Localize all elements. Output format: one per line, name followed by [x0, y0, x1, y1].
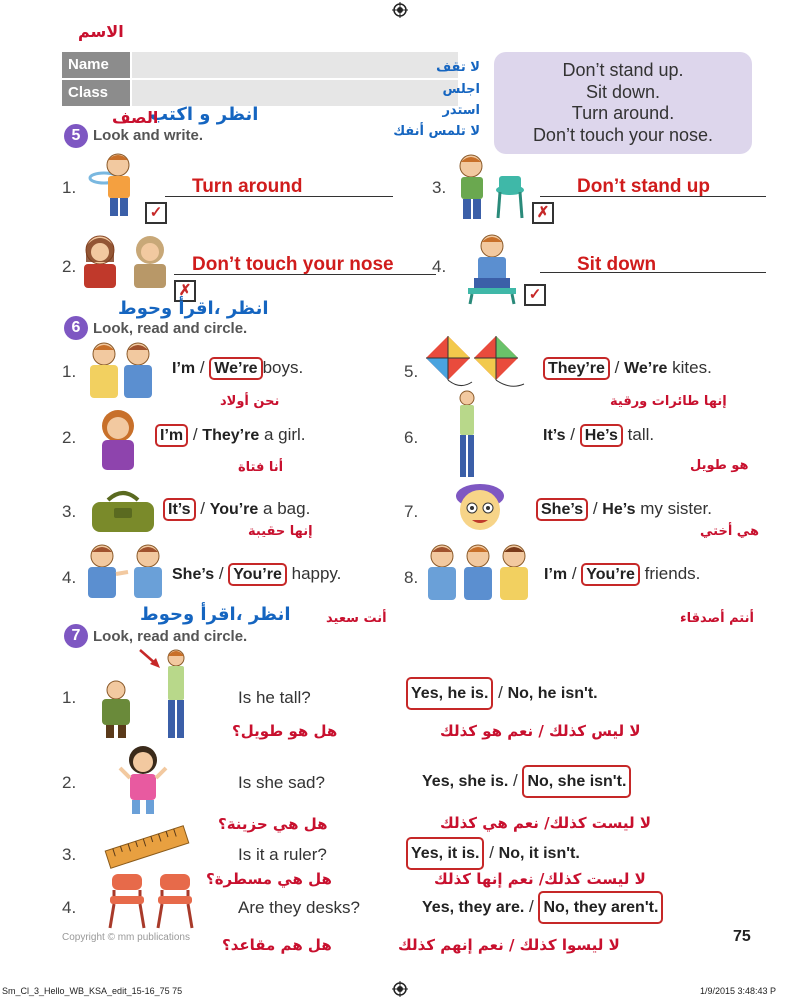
s5-item1-tick: ✓: [145, 202, 167, 224]
friends-illustration: [424, 542, 532, 600]
s6-item2-rest: a girl.: [263, 425, 306, 444]
s6-item5-opt1-circled[interactable]: They’re: [543, 357, 610, 380]
s6-item6-sentence: It’s / He’s tall.: [543, 425, 654, 445]
s7-item1-question: Is he tall?: [238, 688, 311, 707]
s7-item1-question-ar: هل هو طويل؟: [232, 722, 338, 740]
s6-item1-num: 1.: [62, 362, 77, 381]
s6-item2-opt2[interactable]: They’re: [202, 427, 260, 444]
boy-turning-illustration: [88, 150, 143, 220]
s6-item4-num: 4.: [62, 568, 77, 587]
s6-item7-num: 7.: [404, 502, 419, 521]
s6-item1-opt2-circled[interactable]: We’re: [209, 357, 262, 380]
s7-item2-no-circled[interactable]: No, she isn't.: [522, 765, 631, 798]
s7-item2-num: 2.: [62, 773, 77, 792]
timestamp: 1/9/2015 3:48:43 P: [700, 986, 777, 996]
chairs-illustration: [104, 870, 200, 930]
s6-item2-sentence: I’m / They’re a girl.: [155, 425, 306, 445]
section5-title: Look and write.: [93, 127, 204, 144]
s6-item7-opt1-circled[interactable]: She’s: [536, 498, 588, 521]
s6-item5-num: 5.: [404, 362, 419, 381]
happy-girl-illustration: [118, 744, 168, 816]
instruction-line-4: Don’t touch your nose.: [532, 124, 714, 145]
tall-man-and-short-man-illustration: [96, 648, 194, 740]
s6-item5-rest: kites.: [672, 358, 712, 377]
s6-item3-ar: إنها حقيبة: [248, 524, 313, 539]
s6-item1-rest: boys.: [262, 358, 304, 377]
s7-item4-question: Are they desks?: [238, 898, 360, 917]
s6-item6-rest: tall.: [627, 425, 655, 444]
s6-item8-opt1[interactable]: I’m: [544, 566, 568, 583]
s6-item5-opt2[interactable]: We’re: [624, 360, 668, 377]
s7-item2-answer-ar: لا ليست كذلك/ نعم هي كذلك: [440, 814, 652, 832]
s6-item2-num: 2.: [62, 428, 77, 447]
s7-item2-question-ar: هل هي حزينة؟: [218, 815, 328, 833]
s7-item4-answer-ar: لا ليسوا كذلك / نعم إنهم كذلك: [398, 936, 620, 954]
boy-by-chair-illustration: [455, 152, 530, 224]
file-info: Sm_Cl_3_Hello_WB_KSA_edit_15-16_75 75: [2, 986, 183, 996]
s7-item2-answers: Yes, she is. / No, she isn't.: [422, 771, 631, 791]
s7-item3-question-ar: هل هي مسطرة؟: [206, 870, 332, 888]
s6-item3-opt1-circled[interactable]: It’s: [163, 498, 196, 521]
tall-boy-illustration: [452, 390, 482, 480]
s7-item1-answers: Yes, he is. / No, he isn't.: [406, 683, 598, 703]
section5-title-ar: انظر و اكتب: [150, 104, 259, 125]
kids-touching-nose-illustration: [78, 232, 176, 288]
section5-badge: 5: [64, 124, 88, 148]
name-label: Name: [62, 52, 130, 78]
s7-item3-num: 3.: [62, 845, 77, 864]
s6-item4-opt2-circled[interactable]: You’re: [228, 563, 287, 586]
s7-item4-answers: Yes, they are. / No, they aren't.: [422, 897, 663, 917]
s7-item4-yes[interactable]: Yes, they are.: [422, 899, 525, 916]
s6-item3-sentence: It’s / You’re a bag.: [163, 499, 310, 519]
s6-item7-sentence: She’s / He’s my sister.: [536, 499, 712, 519]
s6-item4-opt1[interactable]: She’s: [172, 566, 215, 583]
instruction-ar-1: لا تقف: [436, 60, 480, 75]
class-field-row: [62, 80, 458, 106]
registration-mark-bottom-icon: [392, 981, 408, 997]
s6-item5-sentence: They’re / We’re kites.: [543, 358, 712, 378]
s6-item6-opt1[interactable]: It’s: [543, 427, 566, 444]
instruction-ar-4: لا تلمس أنفك: [393, 124, 480, 139]
s6-item4-sentence: She’s / You’re happy.: [172, 564, 341, 584]
s7-item1-answer-ar: لا ليس كذلك / نعم هو كذلك: [440, 722, 641, 740]
s6-item7-opt2[interactable]: He’s: [602, 501, 636, 518]
s5-item3-num: 3.: [432, 178, 447, 197]
s5-item4-answer: Sit down: [577, 254, 657, 275]
s6-item6-opt2-circled[interactable]: He’s: [580, 424, 623, 447]
s7-item2-question: Is she sad?: [238, 773, 325, 792]
instruction-line-1: Don’t stand up.: [562, 60, 684, 80]
s6-item4-ar: أنت سعيد: [326, 611, 387, 626]
s6-item8-ar: أنتم أصدقاء: [680, 611, 754, 626]
name-field-row: [62, 52, 458, 78]
class-arabic-label: الصف: [112, 108, 159, 127]
s7-item1-yes-circled[interactable]: Yes, he is.: [406, 677, 493, 710]
s5-item2-tick: ✗: [174, 280, 196, 302]
section7-title-ar: انظر ،اقرأ وحوط: [140, 604, 291, 625]
s7-item2-yes[interactable]: Yes, she is.: [422, 773, 509, 790]
bag-illustration: [88, 490, 158, 534]
s6-item8-rest: friends.: [644, 564, 701, 583]
girl-illustration: [92, 408, 144, 470]
name-arabic-label: الاسم: [78, 22, 124, 41]
s7-item4-no-circled[interactable]: No, they aren't.: [538, 891, 663, 924]
s6-item3-opt2[interactable]: You’re: [209, 501, 259, 518]
s6-item6-num: 6.: [404, 428, 419, 447]
s5-item4-num: 4.: [432, 257, 447, 276]
s7-item4-question-ar: هل هم مقاعد؟: [222, 936, 332, 954]
page-number: 75: [733, 928, 751, 945]
instruction-line-2: Sit down.: [585, 81, 661, 102]
s7-item1-num: 1.: [62, 688, 77, 707]
boy-sitting-illustration: [462, 232, 522, 304]
s6-item7-ar: هي أختي: [700, 524, 759, 539]
sister-illustration: [450, 482, 510, 538]
s6-item7-rest: my sister.: [640, 499, 712, 518]
section6-title: Look, read and circle.: [93, 320, 248, 337]
s6-item6-ar: هو طويل: [690, 458, 749, 473]
instruction-ar-2: اجلس: [442, 82, 480, 97]
class-label: Class: [62, 80, 130, 106]
s7-item3-yes-circled[interactable]: Yes, it is.: [406, 837, 484, 870]
s6-item1-sentence: I’m / We’re boys.: [172, 358, 303, 378]
s5-item2-answer: Don’t touch your nose: [192, 254, 394, 275]
s5-item4-tick: ✓: [524, 284, 546, 306]
instruction-ar-3: استدر: [442, 103, 480, 118]
s5-item1-answer: Turn around: [192, 176, 303, 197]
instruction-line-3: Turn around.: [571, 103, 675, 123]
s6-item1-opt1[interactable]: I’m: [172, 360, 196, 377]
s6-item2-ar: أنا فتاة: [238, 460, 284, 475]
s6-item5-ar: إنها طائرات ورقية: [610, 394, 727, 409]
section6-badge: 6: [64, 316, 88, 340]
s6-item4-rest: happy.: [291, 564, 342, 583]
section7-title: Look, read and circle.: [93, 628, 248, 645]
s5-item2-num: 2.: [62, 257, 77, 276]
instructions-box: [494, 52, 752, 154]
s5-item3-tick: ✗: [532, 202, 554, 224]
ruler-illustration: [104, 826, 190, 868]
boy-pointing-illustration: [82, 542, 168, 598]
section7-badge: 7: [64, 624, 88, 648]
s6-item8-opt2-circled[interactable]: You’re: [581, 563, 640, 586]
s7-item3-question: Is it a ruler?: [238, 845, 327, 864]
s6-item8-num: 8.: [404, 568, 419, 587]
s6-item3-num: 3.: [62, 502, 77, 521]
s7-item3-no[interactable]: No, it isn't.: [498, 845, 580, 862]
s7-item1-no[interactable]: No, he isn't.: [507, 685, 598, 702]
s6-item8-sentence: I’m / You’re friends.: [544, 564, 700, 584]
s6-item3-rest: a bag.: [263, 499, 311, 518]
two-boys-illustration: [86, 340, 158, 398]
s5-item1-num: 1.: [62, 178, 77, 197]
s7-item4-num: 4.: [62, 898, 77, 917]
s6-item1-ar: نحن أولاد: [220, 394, 280, 409]
section6-title-ar: انظر ،اقرأ وحوط: [118, 298, 269, 319]
s7-item3-answer-ar: لا ليست كذلك/ نعم إنها كذلك: [434, 870, 646, 888]
registration-mark-icon: [392, 2, 408, 18]
s6-item2-opt1-circled[interactable]: I’m: [155, 424, 188, 447]
copyright-text: Copyright © mm publications: [62, 932, 190, 943]
s5-item3-answer: Don’t stand up: [577, 176, 710, 197]
s7-item3-answers: Yes, it is. / No, it isn't.: [406, 843, 580, 863]
kites-illustration: [420, 334, 530, 390]
